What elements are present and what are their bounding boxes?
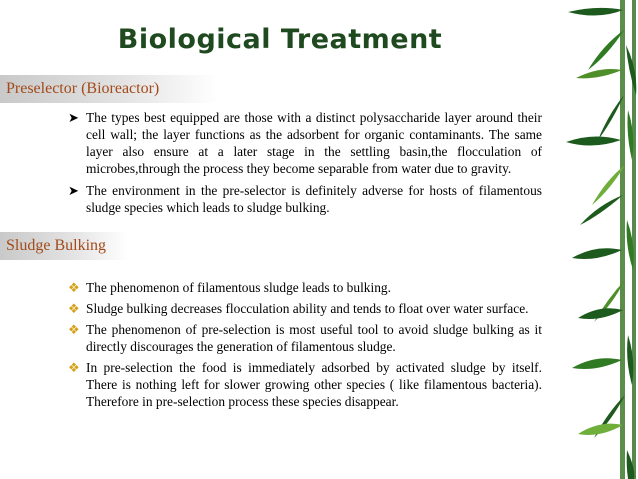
section-heading-preselector: Preselector (Bioreactor)	[0, 75, 218, 103]
sludge-bulking-bullet-list	[66, 279, 542, 414]
list-item	[66, 109, 542, 177]
list-item-text: The types best equipped are those with a distinct polysaccharide layer around their cell wall; the layer functions as the adsorbent for organic contaminants. The same layer also ensure at a later stage in the settling basin,the flocculation of microbes,through the process they become separable from water due to gravity.	[86, 110, 542, 176]
preselector-bullet-list	[66, 109, 542, 221]
diamond-bullet-icon: ❖	[68, 301, 80, 316]
list-item-text: The phenomenon of pre-selection is most useful tool to avoid sludge bulking as it directly discourages the generation of filamentous sludge.	[86, 322, 542, 354]
list-item	[66, 359, 542, 410]
section-heading-sludge-bulking: Sludge Bulking	[0, 232, 128, 260]
diamond-bullet-icon: ❖	[68, 360, 80, 375]
list-item	[66, 279, 542, 296]
list-item-text: Sludge bulking decreases flocculation ability and tends to float over water surface.	[86, 301, 529, 316]
arrow-bullet-icon: ➤	[68, 110, 79, 125]
list-item	[66, 300, 542, 317]
list-item-text: The environment in the pre-selector is definitely adverse for hosts of filamentous sludge species which leads to sludge bulking.	[86, 183, 542, 215]
list-item-text: In pre-selection the food is immediately adsorbed by activated sludge by itself. There is nothing left for slower growing other species ( like filamentous bacteria). Therefore in pre-selection process these species disappear.	[86, 360, 542, 409]
diamond-bullet-icon: ❖	[68, 280, 80, 295]
list-item-text: The phenomenon of filamentous sludge leads to bulking.	[86, 280, 391, 295]
bamboo-leaf-cluster	[566, 8, 636, 479]
arrow-bullet-icon: ➤	[68, 183, 79, 198]
diamond-bullet-icon: ❖	[68, 322, 80, 337]
list-item	[66, 182, 542, 216]
list-item	[66, 321, 542, 355]
bamboo-leaves-decoration	[528, 0, 638, 479]
slide-title: Biological Treatment	[117, 24, 443, 55]
